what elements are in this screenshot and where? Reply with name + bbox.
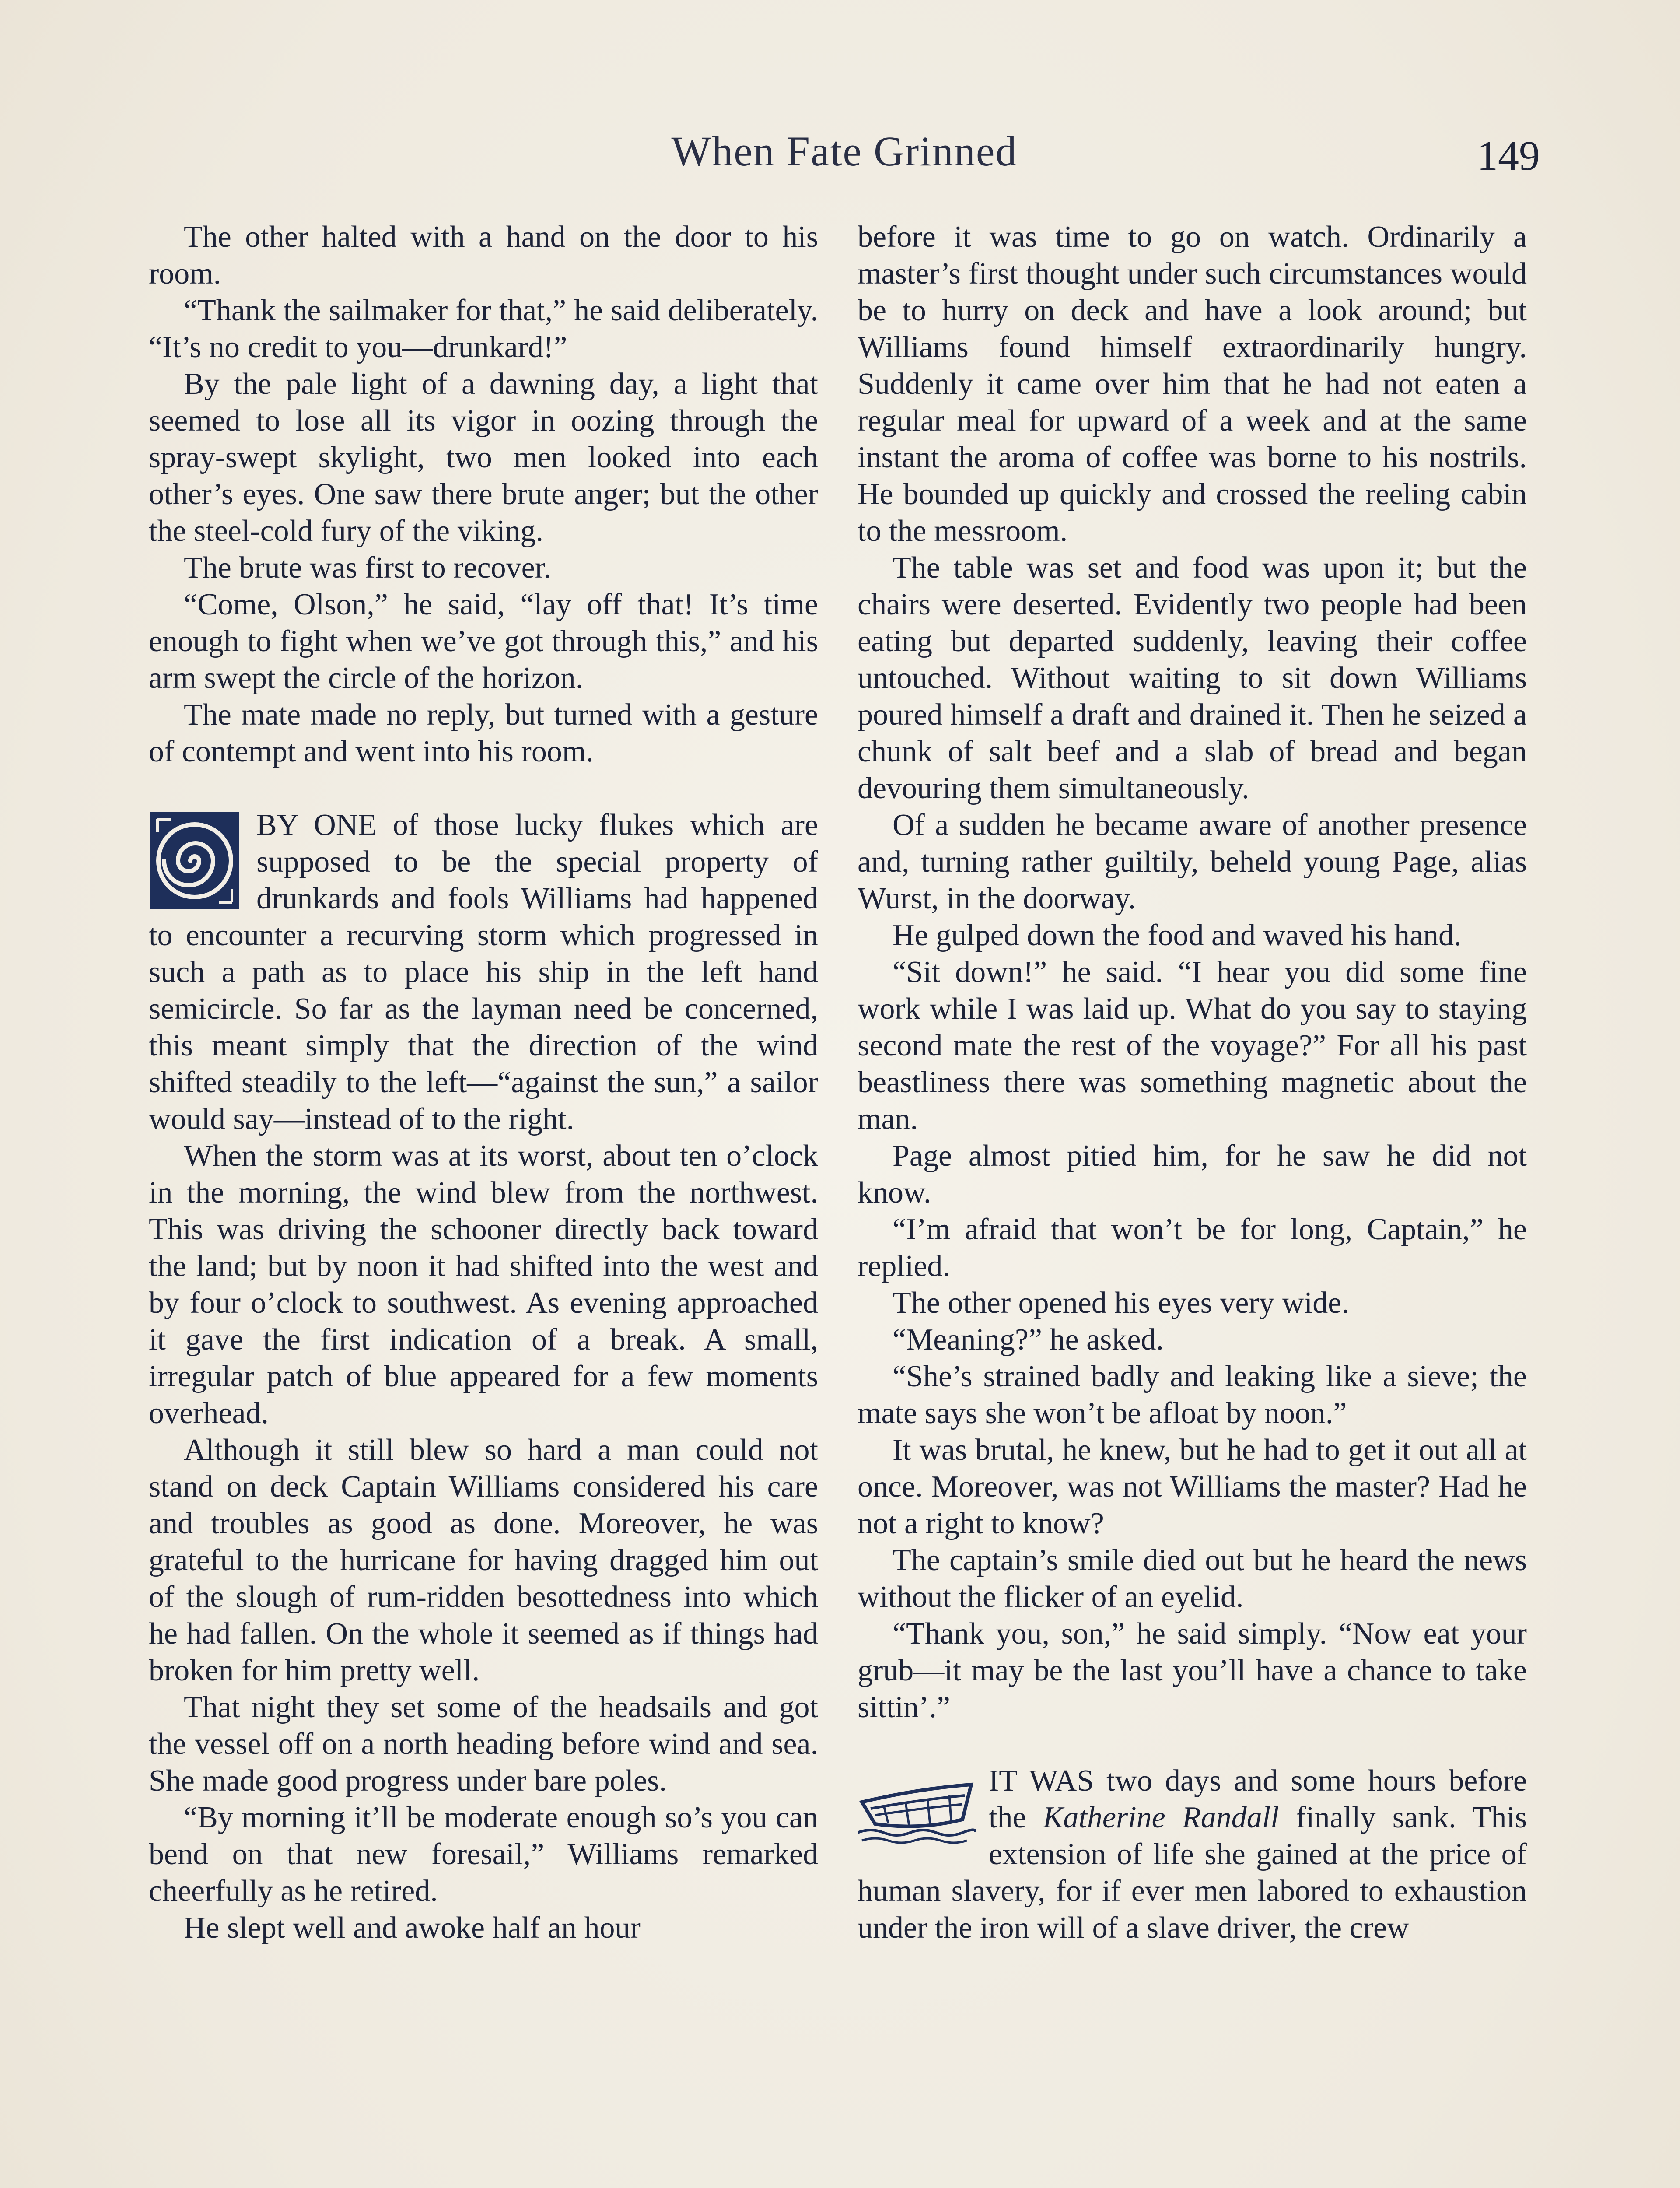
paragraph: “Come, Olson,” he said, “lay off that! It’s time enough to fight when we’ve got through this,” and his arm swept the circle of the horizon. — [149, 588, 818, 695]
right-column — [858, 219, 1527, 1946]
paragraph: The captain’s smile died out but he heard the news without the flicker of an eyelid. — [858, 1543, 1527, 1614]
paragraph: “She’s strained badly and leaking like a sieve; the mate says she won’t be afloat by noon.” — [858, 1360, 1527, 1430]
section-break — [858, 1726, 1527, 1763]
paragraph: “By morning it’ll be moderate enough so’s you can bend on that new foresail,” Williams remarked cheerfully as he retired. — [149, 1801, 818, 1908]
paragraph: “Meaning?” he asked. — [892, 1323, 1164, 1357]
paragraph: The table was set and food was upon it; but the chairs were deserted. Evidently two people had been eating but departed suddenly, leaving their coffee untouched. Without waiting to sit down Williams poured himself a draft and drained it. Then he seized a chunk of salt beef and a slab of bread and began devouring them simultaneously. — [858, 551, 1527, 805]
paragraph: It was brutal, he knew, but he had to get it out all at once. Moreover, was not Williams the master? Had he not a right to know? — [858, 1433, 1527, 1540]
paragraph: The other opened his eyes very wide. — [892, 1286, 1349, 1320]
section-lead-in: BY ONE — [256, 808, 377, 842]
paragraph: Of a sudden he became aware of another presence and, turning rather guiltily, beheld young Page, alias Wurst, in the doorway. — [858, 808, 1527, 915]
left-column — [149, 219, 818, 1946]
paragraph: He slept well and awoke half an hour — [184, 1911, 640, 1945]
swirl-ornament-icon — [149, 810, 241, 911]
paragraph-text: two days and some hours before the — [989, 1764, 1527, 1834]
section-lead-in: IT WAS — [989, 1764, 1094, 1798]
section-opening-paragraph — [149, 807, 818, 1138]
paragraph: “I’m afraid that won’t be for long, Captain,” he replied. — [858, 1213, 1527, 1283]
paragraph-continued: before it was time to go on watch. Ordinarily a master’s first thought under such circumstances would be to hurry on deck and have a look around; but Williams found himself extraordinarily hungry. Suddenly it came over him that he had not eaten a regular meal for upward of a week and at the same instant the aroma of coffee was borne to his nostrils. He bounded up quickly and crossed the reeling cabin to the messroom. — [858, 220, 1527, 548]
paragraph-text: of those lucky flukes which are supposed to be the special property of drunkards and fools Williams had happened to encounter a recurving storm which progressed in such a path as to place his ship in the left hand semicircle. So far as the layman need be concerned, this meant simply that the direction of the wind shifted steadily to the left—“against the sun,” a sailor would say—instead of to the right. — [149, 808, 818, 1136]
paragraph: “Thank you, son,” he said simply. “Now eat your grub—it may be the last you’ll have a chance to take sittin’.” — [858, 1617, 1527, 1724]
paragraph: By the pale light of a dawning day, a light that seemed to lose all its vigor in oozing through the spray-swept skylight, two men looked into each other’s eyes. One saw there brute anger; but the other the steel-cold fury of the viking. — [149, 367, 818, 548]
ship-name: Katherine Randall — [1043, 1801, 1279, 1834]
paragraph: “Sit down!” he said. “I hear you did some fine work while I was laid up. What do you say to staying second mate the rest of the voyage?” For all his past beastliness there was something magnetic about the man. — [858, 955, 1527, 1136]
running-title: When Fate Grinned — [671, 128, 1018, 175]
section-break — [149, 770, 818, 807]
paragraph: The other halted with a hand on the door to his room. — [149, 220, 818, 291]
paragraph: Page almost pitied him, for he saw he did not know. — [858, 1139, 1527, 1210]
running-head — [149, 127, 1540, 184]
paragraph: The mate made no reply, but turned with a gesture of contempt and went into his room. — [149, 698, 818, 768]
paragraph: That night they set some of the headsails and got the vessel off on a north heading before wind and sea. She made good progress under bare poles. — [149, 1690, 818, 1798]
paragraph: He gulped down the food and waved his hand. — [892, 919, 1462, 952]
rowboat-icon — [858, 1771, 976, 1846]
paragraph: The brute was first to recover. — [184, 551, 551, 585]
paragraph-text: finally sank. This extension of life she gained at the price of human slavery, for if ever men labored to exhaustion under the iron will of a slave driver, the crew — [858, 1801, 1527, 1945]
paragraph: When the storm was at its worst, about ten o’clock in the morning, the wind blew from the northwest. This was driving the schooner directly back toward the land; but by noon it had shifted into the west and by four o’clock to southwest. As evening approached it gave the first indication of a break. A small, irregular patch of blue appeared for a few moments overhead. — [149, 1139, 818, 1430]
paragraph: Although it still blew so hard a man could not stand on deck Captain Williams considered his care and troubles as good as done. Moreover, he was grateful to the hurricane for having dragged him out of the slough of rum-ridden besottedness into which he had fallen. On the whole it seemed as if things had broken for him pretty well. — [149, 1433, 818, 1687]
page-number: 149 — [1477, 132, 1540, 179]
paragraph: “Thank the sailmaker for that,” he said deliberately. “It’s no credit to you—drunkard!” — [149, 294, 818, 364]
section-opening-paragraph — [858, 1763, 1527, 1946]
